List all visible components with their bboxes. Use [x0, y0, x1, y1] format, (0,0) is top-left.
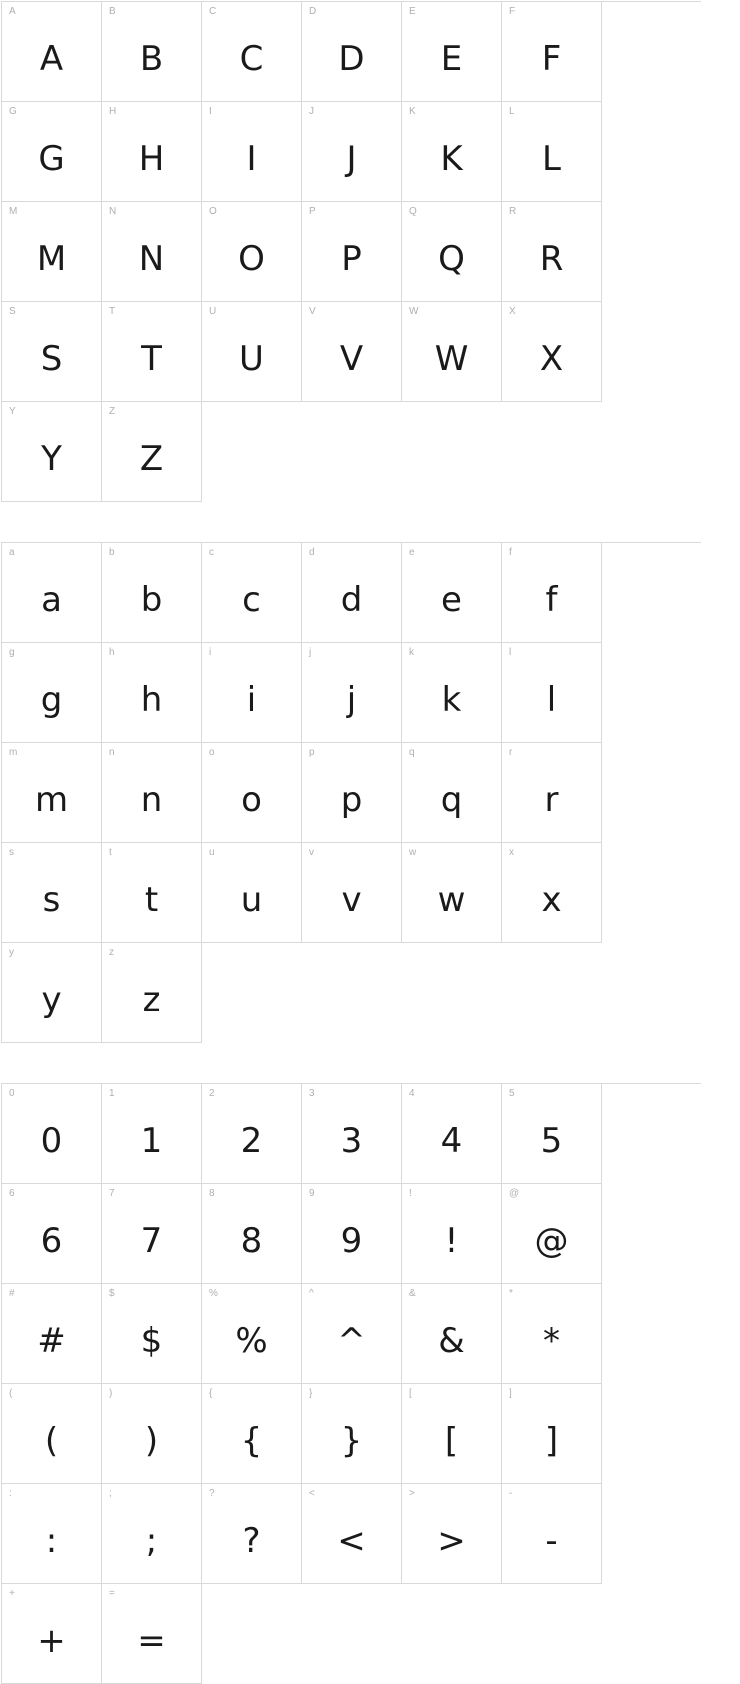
glyph-cell-label: 6 [9, 1188, 15, 1199]
glyph-cell-character: [ [444, 1421, 459, 1461]
glyph-cell[interactable] [402, 843, 502, 943]
glyph-cell[interactable] [102, 743, 202, 843]
glyph-cell-label: ] [509, 1388, 512, 1399]
glyph-cell-label: z [109, 947, 114, 958]
glyph-cell-character: z [142, 980, 161, 1020]
glyph-cell[interactable] [402, 1484, 502, 1584]
glyph-cell-label: Q [409, 206, 417, 217]
glyph-cell[interactable] [102, 1484, 202, 1584]
glyph-cell-character: f [545, 580, 558, 620]
glyph-cell-character: ; [145, 1521, 158, 1561]
glyph-cell-character: v [341, 880, 362, 920]
glyph-cell-label: E [409, 6, 416, 17]
glyph-cell-label: Z [109, 406, 116, 417]
glyph-cell-label: T [109, 306, 116, 317]
glyph-cell[interactable] [502, 743, 602, 843]
glyph-cell-character: 9 [340, 1221, 363, 1261]
glyph-cell-label: H [109, 106, 117, 117]
glyph-cell-character: V [339, 339, 364, 379]
glyph-cell-label: ; [109, 1488, 112, 1499]
glyph-cell-label: m [9, 747, 18, 758]
glyph-cell[interactable] [502, 643, 602, 743]
glyph-cell-character: n [140, 780, 163, 820]
glyph-cell-character: Y [41, 439, 62, 479]
glyph-cell-label: - [509, 1488, 513, 1499]
glyph-cell-character: K [440, 139, 463, 179]
glyph-cell-character: & [438, 1321, 465, 1361]
glyph-cell-character: 2 [240, 1121, 263, 1161]
glyph-cell-character: = [137, 1621, 166, 1661]
glyph-cell[interactable] [402, 102, 502, 202]
glyph-grid-digits-and-symbols [1, 1083, 701, 1684]
glyph-cell-label: R [509, 206, 517, 217]
glyph-cell-character: ] [544, 1421, 559, 1461]
glyph-cell[interactable] [2, 743, 102, 843]
glyph-cell-character: S [40, 339, 63, 379]
glyph-cell-label: # [9, 1288, 15, 1299]
glyph-cell-character: b [140, 580, 163, 620]
glyph-cell-label: u [209, 847, 215, 858]
glyph-cell-label: b [109, 547, 115, 558]
glyph-cell-character: o [241, 780, 262, 820]
glyph-cell-character: J [346, 139, 357, 179]
glyph-cell-label: = [109, 1588, 115, 1599]
glyph-cell[interactable] [2, 1284, 102, 1384]
glyph-cell-character: P [341, 239, 362, 279]
glyph-cell[interactable] [402, 302, 502, 402]
glyph-cell[interactable] [302, 643, 402, 743]
glyph-cell[interactable] [402, 202, 502, 302]
glyph-cell-character: } [340, 1421, 363, 1461]
glyph-cell-label: q [409, 747, 415, 758]
glyph-cell-label: 9 [309, 1188, 315, 1199]
glyph-cell-character: D [338, 39, 365, 79]
glyph-cell-label: S [9, 306, 16, 317]
glyph-cell[interactable] [2, 202, 102, 302]
glyph-cell[interactable] [102, 1084, 202, 1184]
glyph-cell-character: r [544, 780, 559, 820]
glyph-cell-label: : [9, 1488, 12, 1499]
glyph-cell-label: h [109, 647, 115, 658]
glyph-cell-label: j [309, 647, 312, 658]
glyph-cell[interactable] [502, 1384, 602, 1484]
glyph-cell[interactable] [2, 1184, 102, 1284]
glyph-cell-label: g [9, 647, 15, 658]
glyph-cell-character: # [37, 1321, 66, 1361]
glyph-cell[interactable] [402, 543, 502, 643]
glyph-cell-character: { [240, 1421, 263, 1461]
glyph-cell[interactable] [302, 543, 402, 643]
glyph-cell[interactable] [202, 2, 302, 102]
glyph-cell-character: c [242, 580, 261, 620]
glyph-cell-label: ^ [309, 1288, 314, 1299]
glyph-cell-label: ? [209, 1488, 215, 1499]
glyph-cell-character: M [36, 239, 67, 279]
glyph-cell[interactable] [502, 102, 602, 202]
glyph-cell-label: + [9, 1588, 15, 1599]
glyph-cell-label: ! [409, 1188, 412, 1199]
glyph-cell-character: h [140, 680, 163, 720]
glyph-cell[interactable] [102, 1184, 202, 1284]
glyph-cell-character: t [144, 880, 159, 920]
glyph-cell-character: p [340, 780, 363, 820]
glyph-cell-label: t [109, 847, 112, 858]
glyph-cell-label: * [509, 1288, 513, 1299]
glyph-cell-character: H [138, 139, 165, 179]
glyph-cell[interactable] [402, 1384, 502, 1484]
glyph-cell-character: j [346, 680, 357, 720]
glyph-cell-label: G [9, 106, 17, 117]
glyph-cell-character: a [41, 580, 62, 620]
glyph-cell[interactable] [302, 1084, 402, 1184]
glyph-cell-character: I [246, 139, 257, 179]
glyph-cell[interactable] [302, 1184, 402, 1284]
glyph-cell-character: F [541, 39, 562, 79]
glyph-cell[interactable] [2, 643, 102, 743]
glyph-cell[interactable] [202, 1084, 302, 1184]
glyph-cell-label: c [209, 547, 214, 558]
glyph-cell-label: $ [109, 1288, 115, 1299]
glyph-cell-character: 4 [440, 1121, 463, 1161]
glyph-cell[interactable] [102, 402, 202, 502]
glyph-cell-label: { [209, 1388, 213, 1399]
glyph-cell-label: 0 [9, 1088, 15, 1099]
glyph-cell[interactable] [302, 202, 402, 302]
glyph-cell[interactable] [2, 1484, 102, 1584]
glyph-cell[interactable] [2, 1384, 102, 1484]
glyph-cell-character: ^ [337, 1321, 366, 1361]
glyph-cell-character: ) [144, 1421, 159, 1461]
glyph-cell-label: v [309, 847, 314, 858]
glyph-cell[interactable] [402, 1284, 502, 1384]
glyph-cell[interactable] [202, 543, 302, 643]
glyph-cell-label: l [509, 647, 512, 658]
glyph-cell-character: ! [444, 1221, 459, 1261]
glyph-cell-character: + [37, 1621, 66, 1661]
glyph-cell-label: V [309, 306, 316, 317]
glyph-cell-character: Q [438, 239, 465, 279]
glyph-cell-label: I [209, 106, 212, 117]
glyph-cell[interactable] [502, 843, 602, 943]
glyph-cell-label: U [209, 306, 217, 317]
glyph-cell-label: 1 [109, 1088, 115, 1099]
glyph-cell[interactable] [202, 1184, 302, 1284]
glyph-cell-character: : [45, 1521, 58, 1561]
glyph-cell-label: < [309, 1488, 315, 1499]
glyph-cell-label: B [109, 6, 116, 17]
glyph-cell-character: x [541, 880, 562, 920]
glyph-cell[interactable] [2, 543, 102, 643]
glyph-cell[interactable] [102, 1284, 202, 1384]
glyph-cell[interactable] [202, 1284, 302, 1384]
glyph-cell[interactable] [502, 543, 602, 643]
glyph-cell[interactable] [102, 643, 202, 743]
glyph-cell-character: % [235, 1321, 268, 1361]
glyph-cell-label: M [9, 206, 18, 217]
glyph-cell-label: r [509, 747, 513, 758]
glyph-cell-character: - [545, 1521, 558, 1561]
glyph-cell-character: g [40, 680, 63, 720]
glyph-cell[interactable] [102, 102, 202, 202]
glyph-cell-character: T [141, 339, 162, 379]
glyph-cell-label: C [209, 6, 217, 17]
glyph-cell-label: O [209, 206, 217, 217]
glyph-cell-label: p [309, 747, 315, 758]
glyph-cell[interactable] [2, 1084, 102, 1184]
glyph-cell-label: 4 [409, 1088, 415, 1099]
glyph-cell[interactable] [402, 1184, 502, 1284]
glyph-cell-label: % [209, 1288, 218, 1299]
glyph-cell[interactable] [2, 302, 102, 402]
glyph-cell-character: ( [44, 1421, 59, 1461]
glyph-grid-lowercase [1, 542, 701, 1043]
glyph-cell-character: 7 [140, 1221, 163, 1261]
glyph-cell-label: s [9, 847, 14, 858]
glyph-cell[interactable] [302, 1284, 402, 1384]
glyph-cell-label: 2 [209, 1088, 215, 1099]
glyph-cell-label: y [9, 947, 14, 958]
glyph-cell[interactable] [102, 843, 202, 943]
glyph-cell-label: d [309, 547, 315, 558]
glyph-cell[interactable] [502, 202, 602, 302]
glyph-cell[interactable] [102, 543, 202, 643]
glyph-cell-label: [ [409, 1388, 412, 1399]
glyph-cell-label: K [409, 106, 416, 117]
glyph-cell-label: i [209, 647, 212, 658]
glyph-cell-label: D [309, 6, 317, 17]
glyph-cell-character: i [246, 680, 257, 720]
glyph-cell[interactable] [202, 102, 302, 202]
glyph-cell-character: u [240, 880, 263, 920]
glyph-cell[interactable] [502, 1284, 602, 1384]
glyph-cell[interactable] [202, 743, 302, 843]
glyph-cell-character: 1 [140, 1121, 163, 1161]
glyph-cell-label: ) [109, 1388, 113, 1399]
glyph-cell-label: a [9, 547, 15, 558]
glyph-cell-character: m [34, 780, 69, 820]
glyph-cell[interactable] [302, 102, 402, 202]
glyph-cell-label: F [509, 6, 516, 17]
glyph-cell[interactable] [302, 1384, 402, 1484]
glyph-cell-label: w [409, 847, 417, 858]
block-separator [0, 1043, 740, 1083]
glyph-cell-label: W [409, 306, 419, 317]
glyph-cell-label: f [509, 547, 512, 558]
glyph-cell-character: 8 [240, 1221, 263, 1261]
glyph-cell-label: & [409, 1288, 416, 1299]
glyph-cell-character: 0 [40, 1121, 63, 1161]
glyph-cell[interactable] [402, 643, 502, 743]
glyph-cell[interactable] [502, 1184, 602, 1284]
glyph-cell[interactable] [302, 1484, 402, 1584]
glyph-cell-label: Y [9, 406, 16, 417]
glyph-cell[interactable] [302, 302, 402, 402]
glyph-cell-character: U [239, 339, 264, 379]
glyph-cell[interactable] [102, 1584, 202, 1684]
glyph-grid-uppercase [1, 1, 701, 502]
block-separator [0, 502, 740, 542]
glyph-cell[interactable] [202, 1384, 302, 1484]
glyph-cell-character: B [139, 39, 164, 79]
glyph-cell[interactable] [202, 643, 302, 743]
glyph-cell-character: k [441, 680, 462, 720]
glyph-cell[interactable] [402, 1084, 502, 1184]
glyph-cell[interactable] [502, 302, 602, 402]
glyph-cell-character: O [238, 239, 265, 279]
glyph-cell-label: @ [509, 1188, 520, 1199]
glyph-cell[interactable] [302, 2, 402, 102]
glyph-cell[interactable] [402, 2, 502, 102]
glyph-cell-label: n [109, 747, 115, 758]
glyph-cell-character: N [138, 239, 165, 279]
glyph-cell[interactable] [102, 1384, 202, 1484]
glyph-cell[interactable] [402, 743, 502, 843]
glyph-cell-character: 5 [540, 1121, 563, 1161]
glyph-cell-label: k [409, 647, 414, 658]
glyph-cell[interactable] [2, 1584, 102, 1684]
glyph-cell-label: L [509, 106, 515, 117]
glyph-cell-character: $ [140, 1321, 163, 1361]
glyph-cell-label: ( [9, 1388, 13, 1399]
glyph-cell-character: Z [139, 439, 164, 479]
glyph-cell[interactable] [302, 843, 402, 943]
glyph-cell[interactable] [202, 202, 302, 302]
glyph-cell-character: d [340, 580, 363, 620]
glyph-cell-character: C [239, 39, 264, 79]
glyph-cell[interactable] [502, 2, 602, 102]
glyph-cell-character: 6 [40, 1221, 63, 1261]
glyph-cell-character: > [437, 1521, 466, 1561]
glyph-cell[interactable] [2, 2, 102, 102]
glyph-cell-label: 5 [509, 1088, 515, 1099]
glyph-cell-label: > [409, 1488, 415, 1499]
glyph-cell[interactable] [202, 843, 302, 943]
glyph-cell-label: A [9, 6, 16, 17]
glyph-cell-character: y [41, 980, 62, 1020]
glyph-cell-character: 3 [340, 1121, 363, 1161]
glyph-cell-character: s [42, 880, 61, 920]
glyph-cell-label: 3 [309, 1088, 315, 1099]
glyph-cell-character: L [542, 139, 561, 179]
glyph-cell-character: E [440, 39, 463, 79]
glyph-cell-character: w [437, 880, 466, 920]
glyph-cell-label: 8 [209, 1188, 215, 1199]
glyph-cell[interactable] [502, 1084, 602, 1184]
glyph-cell[interactable] [302, 743, 402, 843]
glyph-cell-character: q [440, 780, 463, 820]
glyph-cell-label: X [509, 306, 516, 317]
glyph-cell-label: 7 [109, 1188, 115, 1199]
glyph-cell[interactable] [102, 2, 202, 102]
glyph-cell[interactable] [202, 302, 302, 402]
glyph-cell-character: @ [534, 1221, 569, 1261]
glyph-cell-character: X [539, 339, 564, 379]
glyph-cell[interactable] [2, 843, 102, 943]
glyph-cell-character: G [38, 139, 65, 179]
glyph-cell-character: R [539, 239, 564, 279]
glyph-cell-character: ? [242, 1521, 261, 1561]
glyph-cell[interactable] [2, 943, 102, 1043]
glyph-cell[interactable] [2, 402, 102, 502]
glyph-cell-label: o [209, 747, 215, 758]
glyph-cell-label: e [409, 547, 415, 558]
glyph-cell-character: * [543, 1321, 560, 1361]
glyph-cell[interactable] [202, 1484, 302, 1584]
glyph-cell-label: J [309, 106, 314, 117]
glyph-cell[interactable] [2, 102, 102, 202]
glyph-cell-character: < [337, 1521, 366, 1561]
glyph-cell[interactable] [102, 302, 202, 402]
glyph-cell-character: e [441, 580, 462, 620]
glyph-cell-character: W [434, 339, 469, 379]
glyph-cell[interactable] [102, 202, 202, 302]
glyph-cell-label: x [509, 847, 514, 858]
glyph-cell-label: N [109, 206, 117, 217]
glyph-cell[interactable] [102, 943, 202, 1043]
glyph-cell-label: P [309, 206, 316, 217]
glyph-cell-label: } [309, 1388, 313, 1399]
glyph-cell-character: l [546, 680, 557, 720]
glyph-cell[interactable] [502, 1484, 602, 1584]
glyph-cell-character: A [39, 39, 64, 79]
